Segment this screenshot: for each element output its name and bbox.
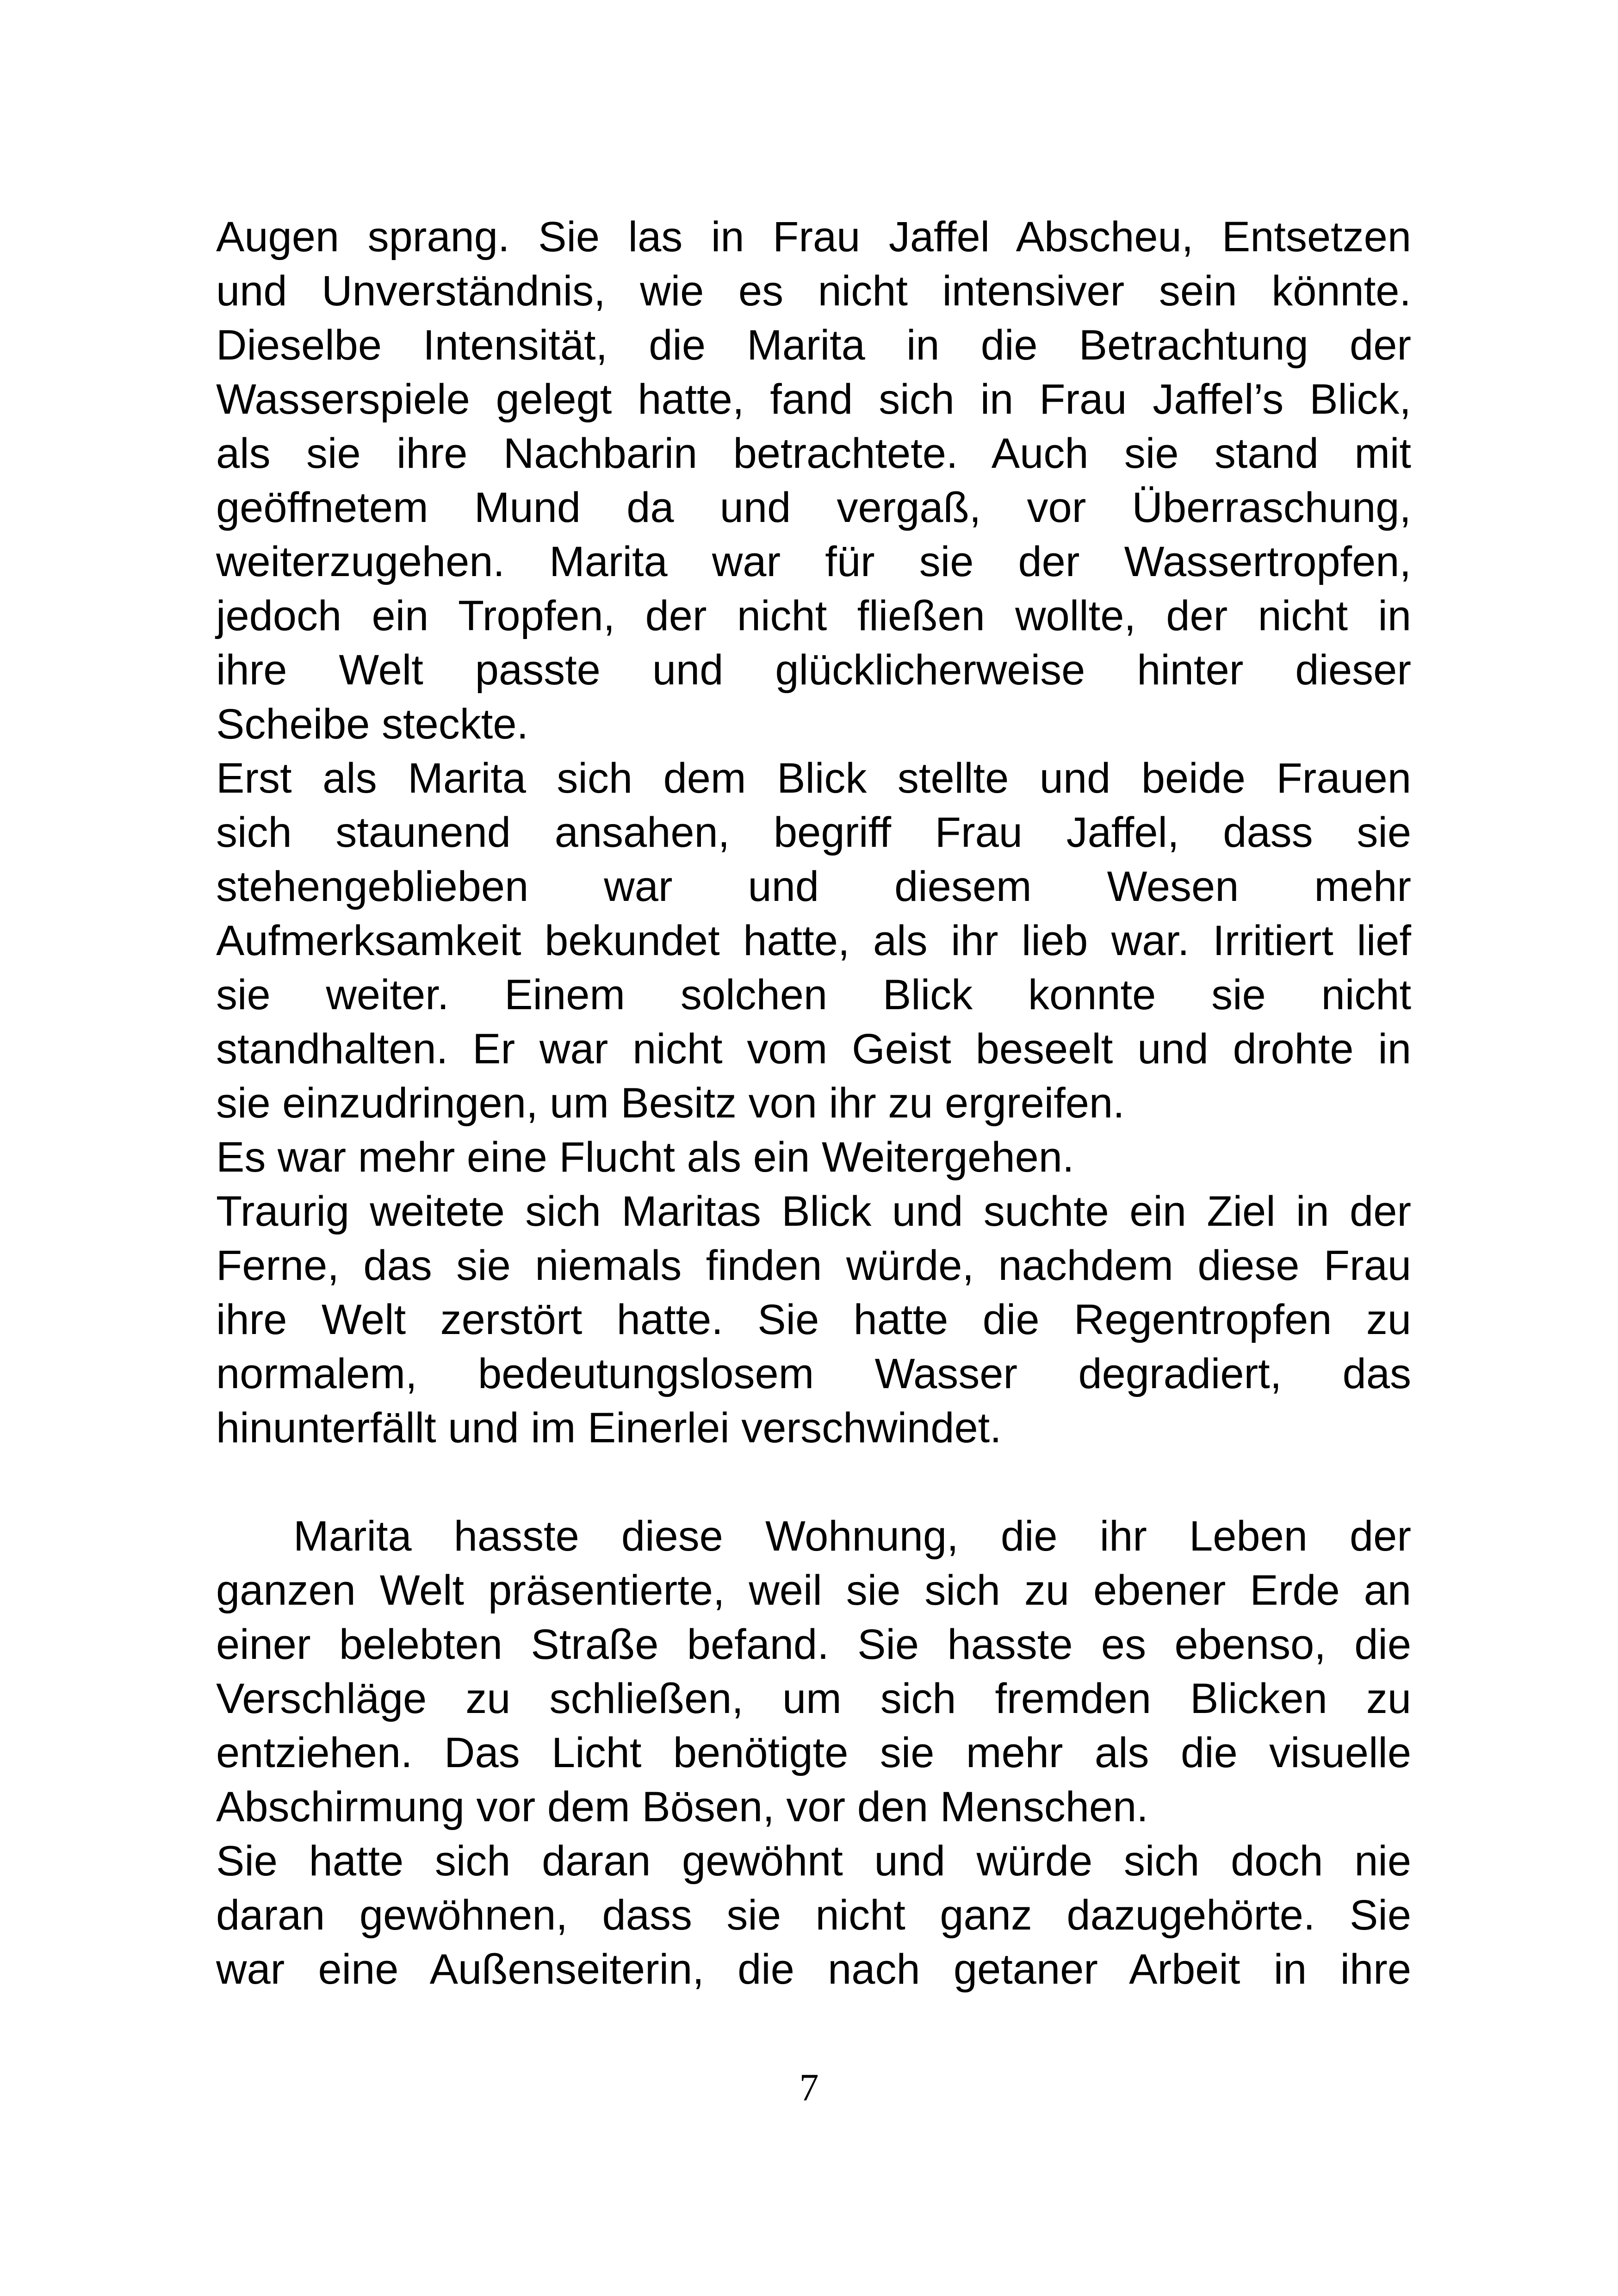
text-line: ganzen Welt präsentierte, weil sie sich zu ebener Erde an bbox=[216, 1567, 1411, 1614]
text-line: sie einzudringen, um Besitz von ihr zu ergreifen. bbox=[216, 1080, 1125, 1127]
text-line: stehengeblieben war und diesem Wesen mehr bbox=[216, 863, 1411, 910]
paragraph-spacer bbox=[216, 1455, 1411, 1509]
text-line: hinunterfällt und im Einerlei verschwindet. bbox=[216, 1404, 1002, 1452]
text-line: Verschläge zu schließen, um sich fremden Blicken zu bbox=[216, 1675, 1411, 1722]
text-line: als sie ihre Nachbarin betrachtete. Auch sie stand mit bbox=[216, 430, 1411, 477]
text-line: Marita hasste diese Wohnung, die ihr Leben der bbox=[293, 1513, 1411, 1560]
text-line: Ferne, das sie niemals finden würde, nachdem diese Frau bbox=[216, 1242, 1411, 1289]
text-line: standhalten. Er war nicht vom Geist beseelt und drohte in bbox=[216, 1025, 1411, 1073]
text-line: Augen sprang. Sie las in Frau Jaffel Abscheu, Entsetzen bbox=[216, 213, 1411, 261]
text-line: einer belebten Straße befand. Sie hasste es ebenso, die bbox=[216, 1621, 1411, 1668]
text-line: normalem, bedeutungslosem Wasser degradiert, das bbox=[216, 1350, 1411, 1397]
text-line: war eine Außenseiterin, die nach getaner Arbeit in ihre bbox=[216, 1946, 1411, 1993]
text-line: entziehen. Das Licht benötigte sie mehr als die visuelle bbox=[216, 1729, 1411, 1776]
page-number: 7 bbox=[799, 2066, 819, 2109]
text-line: sie weiter. Einem solchen Blick konnte sie nicht bbox=[216, 971, 1411, 1018]
text-line: jedoch ein Tropfen, der nicht fließen wollte, der nicht in bbox=[216, 592, 1411, 639]
text-line: und Unverständnis, wie es nicht intensiver sein könnte. bbox=[216, 267, 1411, 315]
body-text bbox=[216, 210, 1411, 1997]
text-line: Es war mehr eine Flucht als ein Weitergehen. bbox=[216, 1134, 1074, 1181]
text-line: Aufmerksamkeit bekundet hatte, als ihr lieb war. Irritiert lief bbox=[216, 917, 1411, 964]
text-line: daran gewöhnen, dass sie nicht ganz dazugehörte. Sie bbox=[216, 1892, 1411, 1939]
text-line: geöffnetem Mund da und vergaß, vor Überraschung, bbox=[216, 484, 1411, 531]
text-line: Sie hatte sich daran gewöhnt und würde sich doch nie bbox=[216, 1837, 1411, 1885]
text-line: ihre Welt zerstört hatte. Sie hatte die Regentropfen zu bbox=[216, 1296, 1411, 1343]
text-line: weiterzugehen. Marita war für sie der Wassertropfen, bbox=[216, 538, 1411, 585]
text-line: Abschirmung vor dem Bösen, vor den Menschen. bbox=[216, 1783, 1148, 1831]
text-line: Erst als Marita sich dem Blick stellte und beide Frauen bbox=[216, 755, 1411, 802]
text-line: Dieselbe Intensität, die Marita in die Betrachtung der bbox=[216, 322, 1411, 369]
text-line: ihre Welt passte und glücklicherweise hinter dieser bbox=[216, 646, 1411, 694]
text-line: Wasserspiele gelegt hatte, fand sich in Frau Jaffel’s Blick, bbox=[216, 376, 1411, 423]
text-line: Traurig weitete sich Maritas Blick und suchte ein Ziel in der bbox=[216, 1188, 1411, 1235]
text-line: Scheibe steckte. bbox=[216, 701, 529, 748]
text-line: sich staunend ansahen, begriff Frau Jaffel, dass sie bbox=[216, 809, 1411, 856]
